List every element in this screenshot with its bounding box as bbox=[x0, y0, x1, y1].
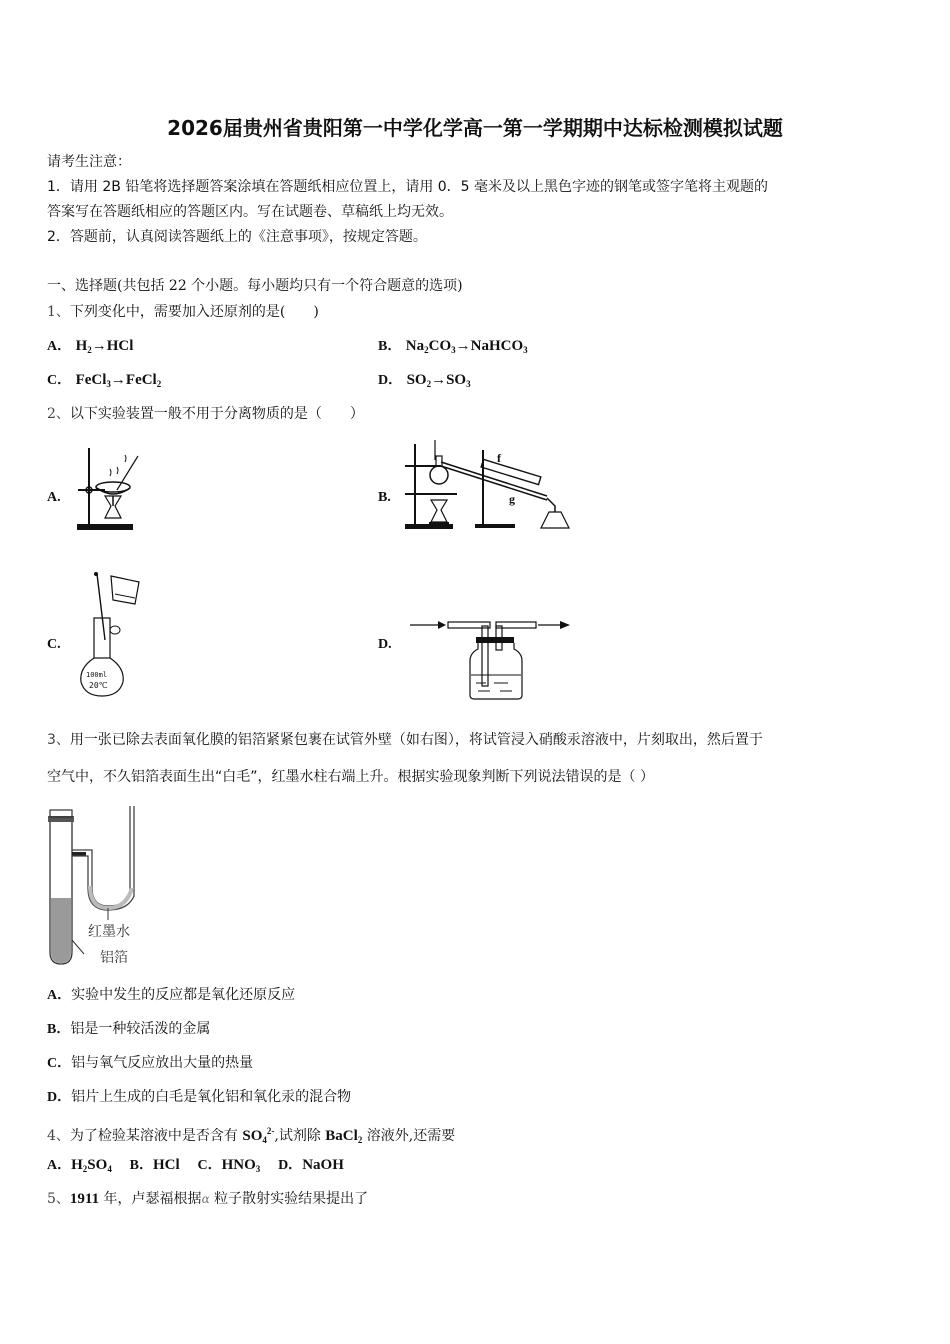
q1-option-d[interactable]: D． $SO_2\to SO_3$ bbox=[378, 372, 471, 389]
notice-heading: 请考生注意： bbox=[47, 154, 131, 170]
q2-option-c-label[interactable]: C. bbox=[47, 637, 61, 652]
q4-option-b[interactable]: B．HCl bbox=[129, 1157, 180, 1173]
alpha-symbol: α bbox=[201, 1192, 210, 1206]
question-1-stem bbox=[47, 302, 319, 322]
aluminum-foil-test-tube-figure bbox=[44, 802, 144, 972]
q4-option-a[interactable]: A．$H_2SO_4$ bbox=[47, 1157, 112, 1174]
q3-option-c[interactable]: C．铝与氧气反应放出大量的热量 bbox=[47, 1055, 254, 1071]
q1-option-a[interactable]: A． $H_2\to HCl$ bbox=[47, 338, 134, 355]
q4-option-d[interactable]: D．NaOH bbox=[278, 1157, 344, 1173]
svg-text:20℃: 20℃ bbox=[89, 681, 108, 690]
svg-text:g: g bbox=[509, 492, 515, 506]
gas-washing-bottle-figure bbox=[408, 613, 573, 703]
question-3-stem-line-1: 3、用一张已除去表面氧化膜的铝箔紧紧包裹在试管外壁（如右图），将试管浸入硝酸汞溶液中，片刻取出，然后置于 bbox=[47, 732, 763, 748]
distillation-apparatus-figure bbox=[405, 438, 575, 532]
svg-text:铝箔: 铝箔 bbox=[100, 950, 128, 966]
volumetric-flask-figure bbox=[75, 568, 145, 700]
notice-item-1: 1．请用 2B 铅笔将选择题答案涂填在答题纸相应位置上，请用 0．5 毫米及以上黑色字迹的钢笔或签字笔将主观题的 bbox=[47, 179, 769, 195]
question-3-stem-line-2: 空气中，不久铝箔表面生出“白毛”，红墨水柱右端上升。根据实验现象判断下列说法错误的是（ ） bbox=[47, 769, 654, 785]
q1-option-c[interactable]: C． FeCl$_3$→FeCl$_2$ bbox=[47, 372, 162, 389]
section-heading: 一、选择题(共包括 22 个小题。每小题均只有一个符合题意的选项) bbox=[47, 278, 463, 294]
question-2-stem: 2、以下实验装置一般不用于分离物质的是（ ） bbox=[47, 406, 364, 422]
document-title: 2026届贵州省贵阳第一中学化学高一第一学期期中达标检测模拟试题 bbox=[167, 116, 783, 140]
notice-item-1-cont: 答案写在答题纸相应的答题区内。写在试题卷、草稿纸上均无效。 bbox=[47, 204, 453, 220]
question-number: 1、 bbox=[47, 304, 70, 320]
q3-option-b[interactable]: B．铝是一种较活泼的金属 bbox=[47, 1021, 211, 1037]
q4-option-c[interactable]: C．$HNO_3$ bbox=[197, 1157, 261, 1174]
q2-option-b-label[interactable]: B. bbox=[378, 490, 391, 505]
svg-text:100ml: 100ml bbox=[86, 671, 108, 679]
svg-text:f: f bbox=[497, 451, 501, 465]
q2-option-a-label[interactable]: A. bbox=[47, 490, 61, 505]
q3-option-a[interactable]: A．实验中发生的反应都是氧化还原反应 bbox=[47, 987, 296, 1003]
q1-option-b[interactable]: B． $Na_2CO_3\to NaHCO_3$ bbox=[378, 338, 528, 355]
q2-option-d-label[interactable]: D. bbox=[378, 637, 392, 652]
question-5-stem: 5、1911 年，卢瑟福根据α 粒子散射实验结果提出了 bbox=[47, 1191, 369, 1207]
question-text: 下列变化中，需要加入还原剂的是( ) bbox=[69, 304, 319, 320]
question-4-stem: 4、为了检验某溶液中是否含有 $SO_4^{2-}$,试剂除 BaCl$_2$ 溶液外,还需要 bbox=[47, 1126, 456, 1145]
q4-options-row bbox=[47, 1155, 344, 1179]
q3-option-d[interactable]: D．铝片上生成的白毛是氧化铝和氧化汞的混合物 bbox=[47, 1089, 352, 1105]
svg-text:红墨水: 红墨水 bbox=[88, 924, 130, 940]
notice-item-2: 2．答题前，认真阅读答题纸上的《注意事项》，按规定答题。 bbox=[47, 229, 427, 245]
evaporation-apparatus-figure bbox=[75, 440, 155, 532]
